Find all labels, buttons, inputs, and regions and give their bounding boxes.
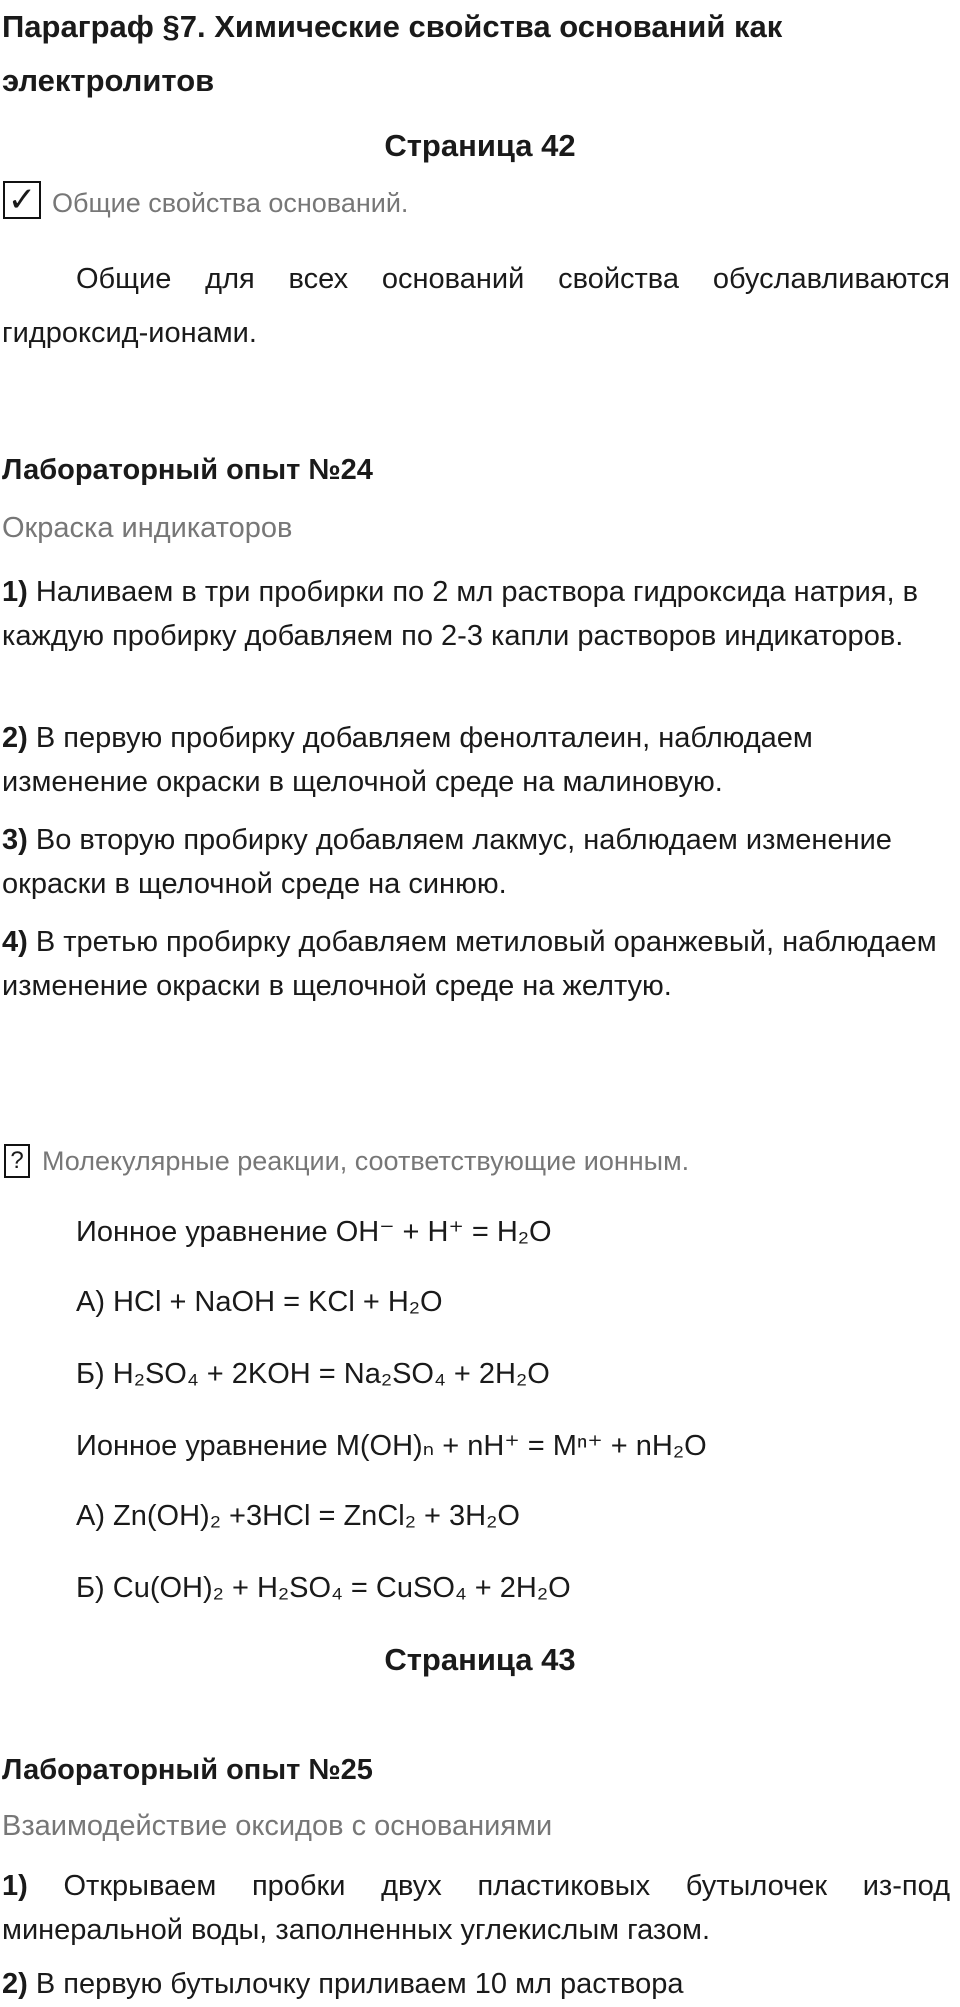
molecular-reactions-heading: Молекулярные реакции, соответствующие ионным. <box>42 1146 690 1176</box>
question-icon: ? <box>4 1144 30 1178</box>
lab-24-step-1 <box>2 570 950 658</box>
equation-3: Б) H₂SO₄ + 2KOH = Na₂SO₄ + 2H₂O <box>76 1358 550 1390</box>
step-number: 3) <box>2 824 28 856</box>
page-42-heading: Страница 42 <box>384 128 576 163</box>
step-text: Во вторую пробирку добавляем лакмус, наблюдаем изменение окраски в щелочной среде на синюю. <box>2 824 892 900</box>
lab-25-step-1 <box>2 1864 950 1952</box>
page-43-heading: Страница 43 <box>384 1642 576 1677</box>
lab-25-heading: Лабораторный опыт №25 <box>2 1754 373 1786</box>
lab-25-subtitle: Взаимодействие оксидов с основаниями <box>2 1810 553 1842</box>
equation-6: Б) Cu(OH)₂ + H₂SO₄ = CuSO₄ + 2H₂O <box>76 1572 571 1604</box>
step-text: Открываем пробки двух пластиковых бутылочек из-под минеральной воды, заполненных углекислым газом. <box>2 1870 950 1946</box>
step-number: 1) <box>2 1870 28 1902</box>
step-number: 2) <box>2 1968 28 2000</box>
paragraph-title: Параграф §7. Химические свойства оснований как электролитов <box>2 9 783 98</box>
lab-24-step-4 <box>2 920 950 1008</box>
step-text: В первую пробирку добавляем фенолталеин, наблюдаем изменение окраски в щелочной среде на малиновую. <box>2 722 813 798</box>
lab-24-subtitle: Окраска индикаторов <box>2 512 293 544</box>
checkmark-icon: ✓ <box>3 181 41 219</box>
equation-1: Ионное уравнение OH⁻ + H⁺ = H₂O <box>76 1216 552 1248</box>
step-text: В первую бутылочку приливаем 10 мл раствора <box>27 1968 684 2000</box>
step-number: 2) <box>2 722 28 754</box>
step-text: В третью пробирку добавляем метиловый оранжевый, наблюдаем изменение окраски в щелочной среде на желтую. <box>2 926 937 1002</box>
general-properties-text: Общие для всех оснований свойства обуславливаются гидроксид-ионами. <box>2 263 950 349</box>
step-number: 4) <box>2 926 28 958</box>
lab-24-step-2 <box>2 716 950 804</box>
equation-5: А) Zn(OH)₂ +3HCl = ZnCl₂ + 3H₂O <box>76 1500 520 1532</box>
general-properties-heading: Общие свойства оснований. <box>52 188 409 218</box>
step-text: Наливаем в три пробирки по 2 мл раствора гидроксида натрия, в каждую пробирку добавляем по 2-3 капли растворов индикаторов. <box>2 576 919 652</box>
equation-2: А) HCl + NaOH = KCl + H₂O <box>76 1286 443 1318</box>
lab-25-step-2 <box>2 1962 950 2006</box>
equation-4: Ионное уравнение M(OH)ₙ + nH⁺ = Mⁿ⁺ + nH₂O <box>76 1430 707 1462</box>
lab-24-heading: Лабораторный опыт №24 <box>2 454 373 486</box>
step-number: 1) <box>2 576 28 608</box>
lab-24-step-3 <box>2 818 950 906</box>
